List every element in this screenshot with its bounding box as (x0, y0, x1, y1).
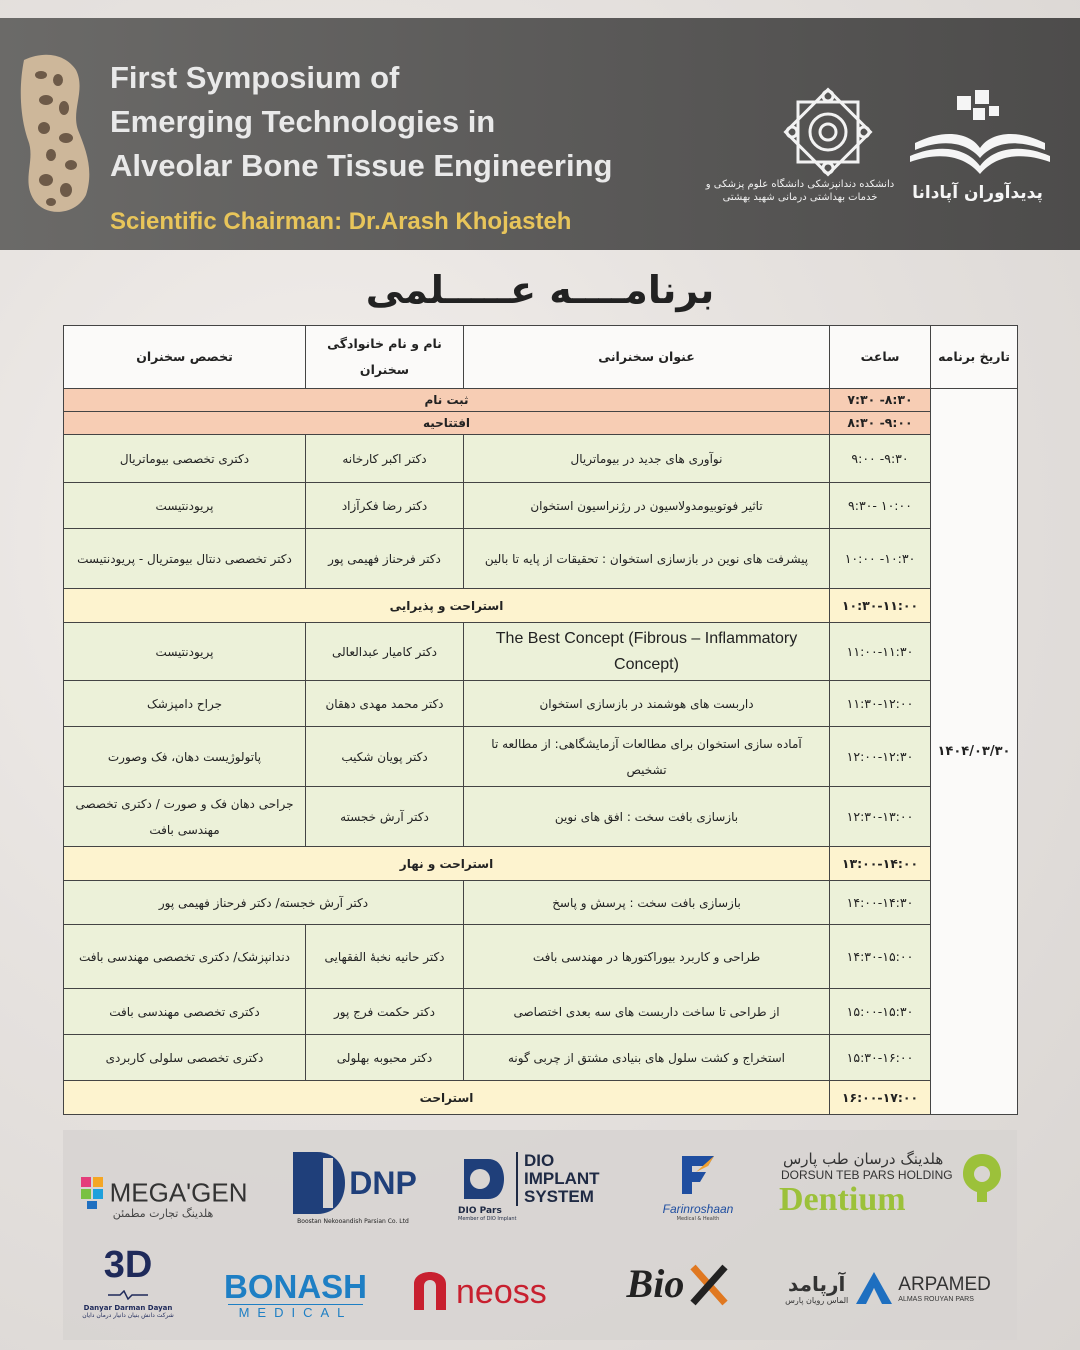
schedule-table (63, 325, 1018, 1115)
row-speaker: دکتر حکمت فرج پور (306, 989, 464, 1035)
symposium-title (110, 56, 612, 188)
dio-pars-logo-icon (458, 1155, 508, 1203)
row-time: ۱۴:۳۰-۱۵:۰۰ (830, 925, 931, 989)
dentium-sub-fa: هلدینگ درسان طب پارس (783, 1150, 944, 1168)
table-row (64, 681, 1018, 727)
table-row (64, 787, 1018, 847)
row-topic: بازسازی بافت سخت : افق های نوین (464, 787, 830, 847)
row-time: ۱۲:۳۰-۱۳:۰۰ (830, 787, 931, 847)
arpamed-name: ARPAMED (898, 1273, 991, 1295)
table-row (64, 881, 1018, 925)
dio-sub: DIO Pars (458, 1206, 502, 1216)
row-speaker: دکتر فرحناز فهیمی پور (306, 529, 464, 589)
bio-name: Bio (626, 1261, 685, 1306)
arpamed-fa-sub: الماس رویان پارس (785, 1295, 849, 1305)
arpamed-fa: آرپامد (788, 1271, 846, 1296)
sponsor-dnp (288, 1148, 418, 1225)
dio-sub2: Member of DIO Implant (458, 1216, 517, 1222)
row-topic: بازسازی بافت سخت : پرسش و پاسخ (464, 881, 830, 925)
sponsor-dio (458, 1152, 623, 1222)
header-topic: عنوان سخنرانی (464, 326, 830, 389)
row-specialty: پاتولوژیست دهان، فک وصورت (64, 727, 306, 787)
program-title: برنامــــه عـــــلمی (365, 268, 715, 312)
table-row (64, 435, 1018, 483)
bonash-name: BONASH (223, 1268, 367, 1305)
row-time: ۱۳:۰۰-۱۴:۰۰ (830, 847, 931, 881)
arpamed-sub: ALMAS ROUYAN PARS (898, 1295, 974, 1303)
row-time: ۱۱:۰۰-۱۱:۳۰ (830, 623, 931, 681)
title-line-3: Alveolar Bone Tissue Engineering (110, 148, 613, 183)
program-date: ۱۴۰۴/۰۳/۳۰ (931, 389, 1018, 1115)
megagen-name: MEGA'GEN (109, 1177, 248, 1208)
dentium-name: Dentium (779, 1181, 906, 1218)
header-date: تاریخ برنامه (931, 326, 1018, 389)
title-line-2: Emerging Technologies in (110, 104, 496, 139)
farinroshaan-logo-icon (678, 1152, 718, 1198)
university-text: دانشکده دندانپزشکی دانشگاه علوم پزشکی و خدمات بهداشتی درمانی شهید بهشتی (705, 179, 895, 203)
dentium-logo-icon (961, 1152, 1003, 1204)
row-time: ۸:۳۰ -۹:۰۰ (830, 412, 931, 435)
row-specialty: دکتری تخصصی مهندسی بافت (64, 989, 306, 1035)
dio-name: DIO IMPLANT SYSTEM (516, 1152, 614, 1206)
neoss-logo-icon (408, 1270, 452, 1314)
row-label: استراحت و پذیرایی (64, 589, 830, 623)
row-topic: داربست های هوشمند در بازسازی استخوان (464, 681, 830, 727)
table-header-row (64, 326, 1018, 389)
header-specialty: تخصص سخنران (64, 326, 306, 389)
sponsor-bio (618, 1260, 738, 1307)
bonash-sub: MEDICAL (228, 1304, 363, 1320)
neoss-name: neoss (456, 1272, 547, 1311)
sponsor-dentium (773, 1150, 1003, 1218)
row-speaker: دکتر محبوبه بهلولی (306, 1035, 464, 1081)
sponsor-danyar (73, 1245, 183, 1319)
row-time: ۱۵:۰۰-۱۵:۳۰ (830, 989, 931, 1035)
row-time: ۱۴:۰۰-۱۴:۳۰ (830, 881, 931, 925)
row-specialty: پریودنتیست (64, 623, 306, 681)
danyar-name: 3D (103, 1244, 153, 1286)
sponsor-megagen (73, 1175, 253, 1220)
row-speaker: دکتر محمد مهدی دهقان (306, 681, 464, 727)
row-label: ثبت نام (64, 389, 830, 412)
row-topic: از طراحی تا ساخت داربست های سه بعدی اختصاصی (464, 989, 830, 1035)
dentium-sub: DORSUN TEB PARS HOLDING (781, 1168, 953, 1182)
row-time: ۱۲:۰۰-۱۲:۳۰ (830, 727, 931, 787)
sponsor-arpamed (763, 1270, 1013, 1306)
megagen-logo-icon (79, 1175, 105, 1211)
row-time: ۱۱:۳۰-۱۲:۰۰ (830, 681, 931, 727)
header-speaker: نام و نام خانوادگی سخنران (306, 326, 464, 389)
header-banner (0, 18, 1080, 250)
row-topic: استخراج و کشت سلول های بنیادی مشتق از چربی گونه (464, 1035, 830, 1081)
header-time: ساعت (830, 326, 931, 389)
row-speaker: دکتر اکبر کارخانه (306, 435, 464, 483)
row-label: استراحت (64, 1081, 830, 1115)
row-speakers-merged: دکتر آرش خجسته/ دکتر فرحناز فهیمی پور (64, 881, 464, 925)
table-row (64, 727, 1018, 787)
farinroshaan-name: Farinroshaan (662, 1202, 734, 1216)
row-specialty: جراحی دهان فک و صورت / دکتری تخصصی مهندسی بافت (64, 787, 306, 847)
row-speaker: دکتر پویان شکیب (306, 727, 464, 787)
row-topic: The Best Concept (Fibrous – Inflammatory Concept) (464, 623, 830, 681)
row-specialty: جراح دامپزشک (64, 681, 306, 727)
row-speaker: دکتر حانیه نخبهٔ الفقهایی (306, 925, 464, 989)
row-specialty: دندانپزشک/ دکتری تخصصی مهندسی بافت (64, 925, 306, 989)
dnp-sub: Boostan Nekooandish Parsian Co. Ltd (297, 1218, 409, 1225)
danyar-sub: Danyar Darman Dayan (83, 1304, 173, 1312)
bone-scaffold-icon (16, 50, 94, 218)
row-specialty: دکتر تخصصی دنتال بیومتریال - پریودنتیست (64, 529, 306, 589)
dnp-name: DNP (349, 1164, 417, 1201)
sponsors-panel (63, 1130, 1017, 1340)
row-time: ۱۰:۳۰-۱۱:۰۰ (830, 589, 931, 623)
row-time: ۹:۰۰ -۹:۳۰ (830, 435, 931, 483)
sponsor-bonash (208, 1270, 383, 1320)
table-row (64, 623, 1018, 681)
row-speaker: دکتر آرش خجسته (306, 787, 464, 847)
megagen-sub: هلدینگ تجارت مطمئن (112, 1207, 214, 1220)
row-time: ۱۵:۳۰-۱۶:۰۰ (830, 1035, 931, 1081)
table-row (64, 529, 1018, 589)
table-row (64, 847, 1018, 881)
row-speaker: دکتر رضا فکرآزاد (306, 483, 464, 529)
row-time: ۹:۳۰- ۱۰:۰۰ (830, 483, 931, 529)
row-specialty: پریودنتیست (64, 483, 306, 529)
row-topic: آماده سازی استخوان برای مطالعات آزمایشگاهی: از مطالعه تا تشخیص (464, 727, 830, 787)
title-line-1: First Symposium of (110, 60, 400, 95)
farinroshaan-sub: Medical & Health (676, 1216, 720, 1222)
table-row (64, 989, 1018, 1035)
scientific-chairman: Scientific Chairman: Dr.Arash Khojasteh (110, 208, 572, 235)
table-row (64, 389, 1018, 412)
row-topic: پیشرفت های نوین در بازسازی استخوان : تحقیقات از پایه تا بالین (464, 529, 830, 589)
danyar-sub-fa: شرکت دانش بنیان دانیار درمان دایان (82, 1312, 174, 1319)
row-time: ۱۶:۰۰-۱۷:۰۰ (830, 1081, 931, 1115)
university-emblem-icon (780, 84, 876, 180)
sponsor-neoss (408, 1270, 588, 1314)
table-row (64, 589, 1018, 623)
dnp-logo-icon (289, 1148, 349, 1218)
table-row (64, 412, 1018, 435)
table-row (64, 483, 1018, 529)
row-topic: نوآوری های جدید در بیوماتریال (464, 435, 830, 483)
row-topic: طراحی و کاربرد بیوراکتورها در مهندسی بافت (464, 925, 830, 989)
bio-x-icon (689, 1263, 729, 1307)
table-row (64, 1035, 1018, 1081)
arpamed-logo-icon (854, 1270, 894, 1306)
row-specialty: دکتری تخصصی بیوماتریال (64, 435, 306, 483)
row-label: استراحت و نهار (64, 847, 830, 881)
table-row (64, 1081, 1018, 1115)
publisher-name: پدیدآوران آپادانا (912, 183, 1043, 203)
row-topic: تاثیر فوتوبیومدولاسیون در رژنراسیون استخوان (464, 483, 830, 529)
sponsor-farinroshaan (648, 1152, 748, 1222)
row-label: افتتاحیه (64, 412, 830, 435)
danyar-pulse-icon (108, 1290, 148, 1300)
row-time: ۱۰:۰۰ -۱۰:۳۰ (830, 529, 931, 589)
row-specialty: دکتری تخصصی سلولی کاربردی (64, 1035, 306, 1081)
table-row (64, 925, 1018, 989)
row-time: ۷:۳۰ -۸:۳۰ (830, 389, 931, 412)
row-speaker: دکتر کامیار عبدالعالی (306, 623, 464, 681)
